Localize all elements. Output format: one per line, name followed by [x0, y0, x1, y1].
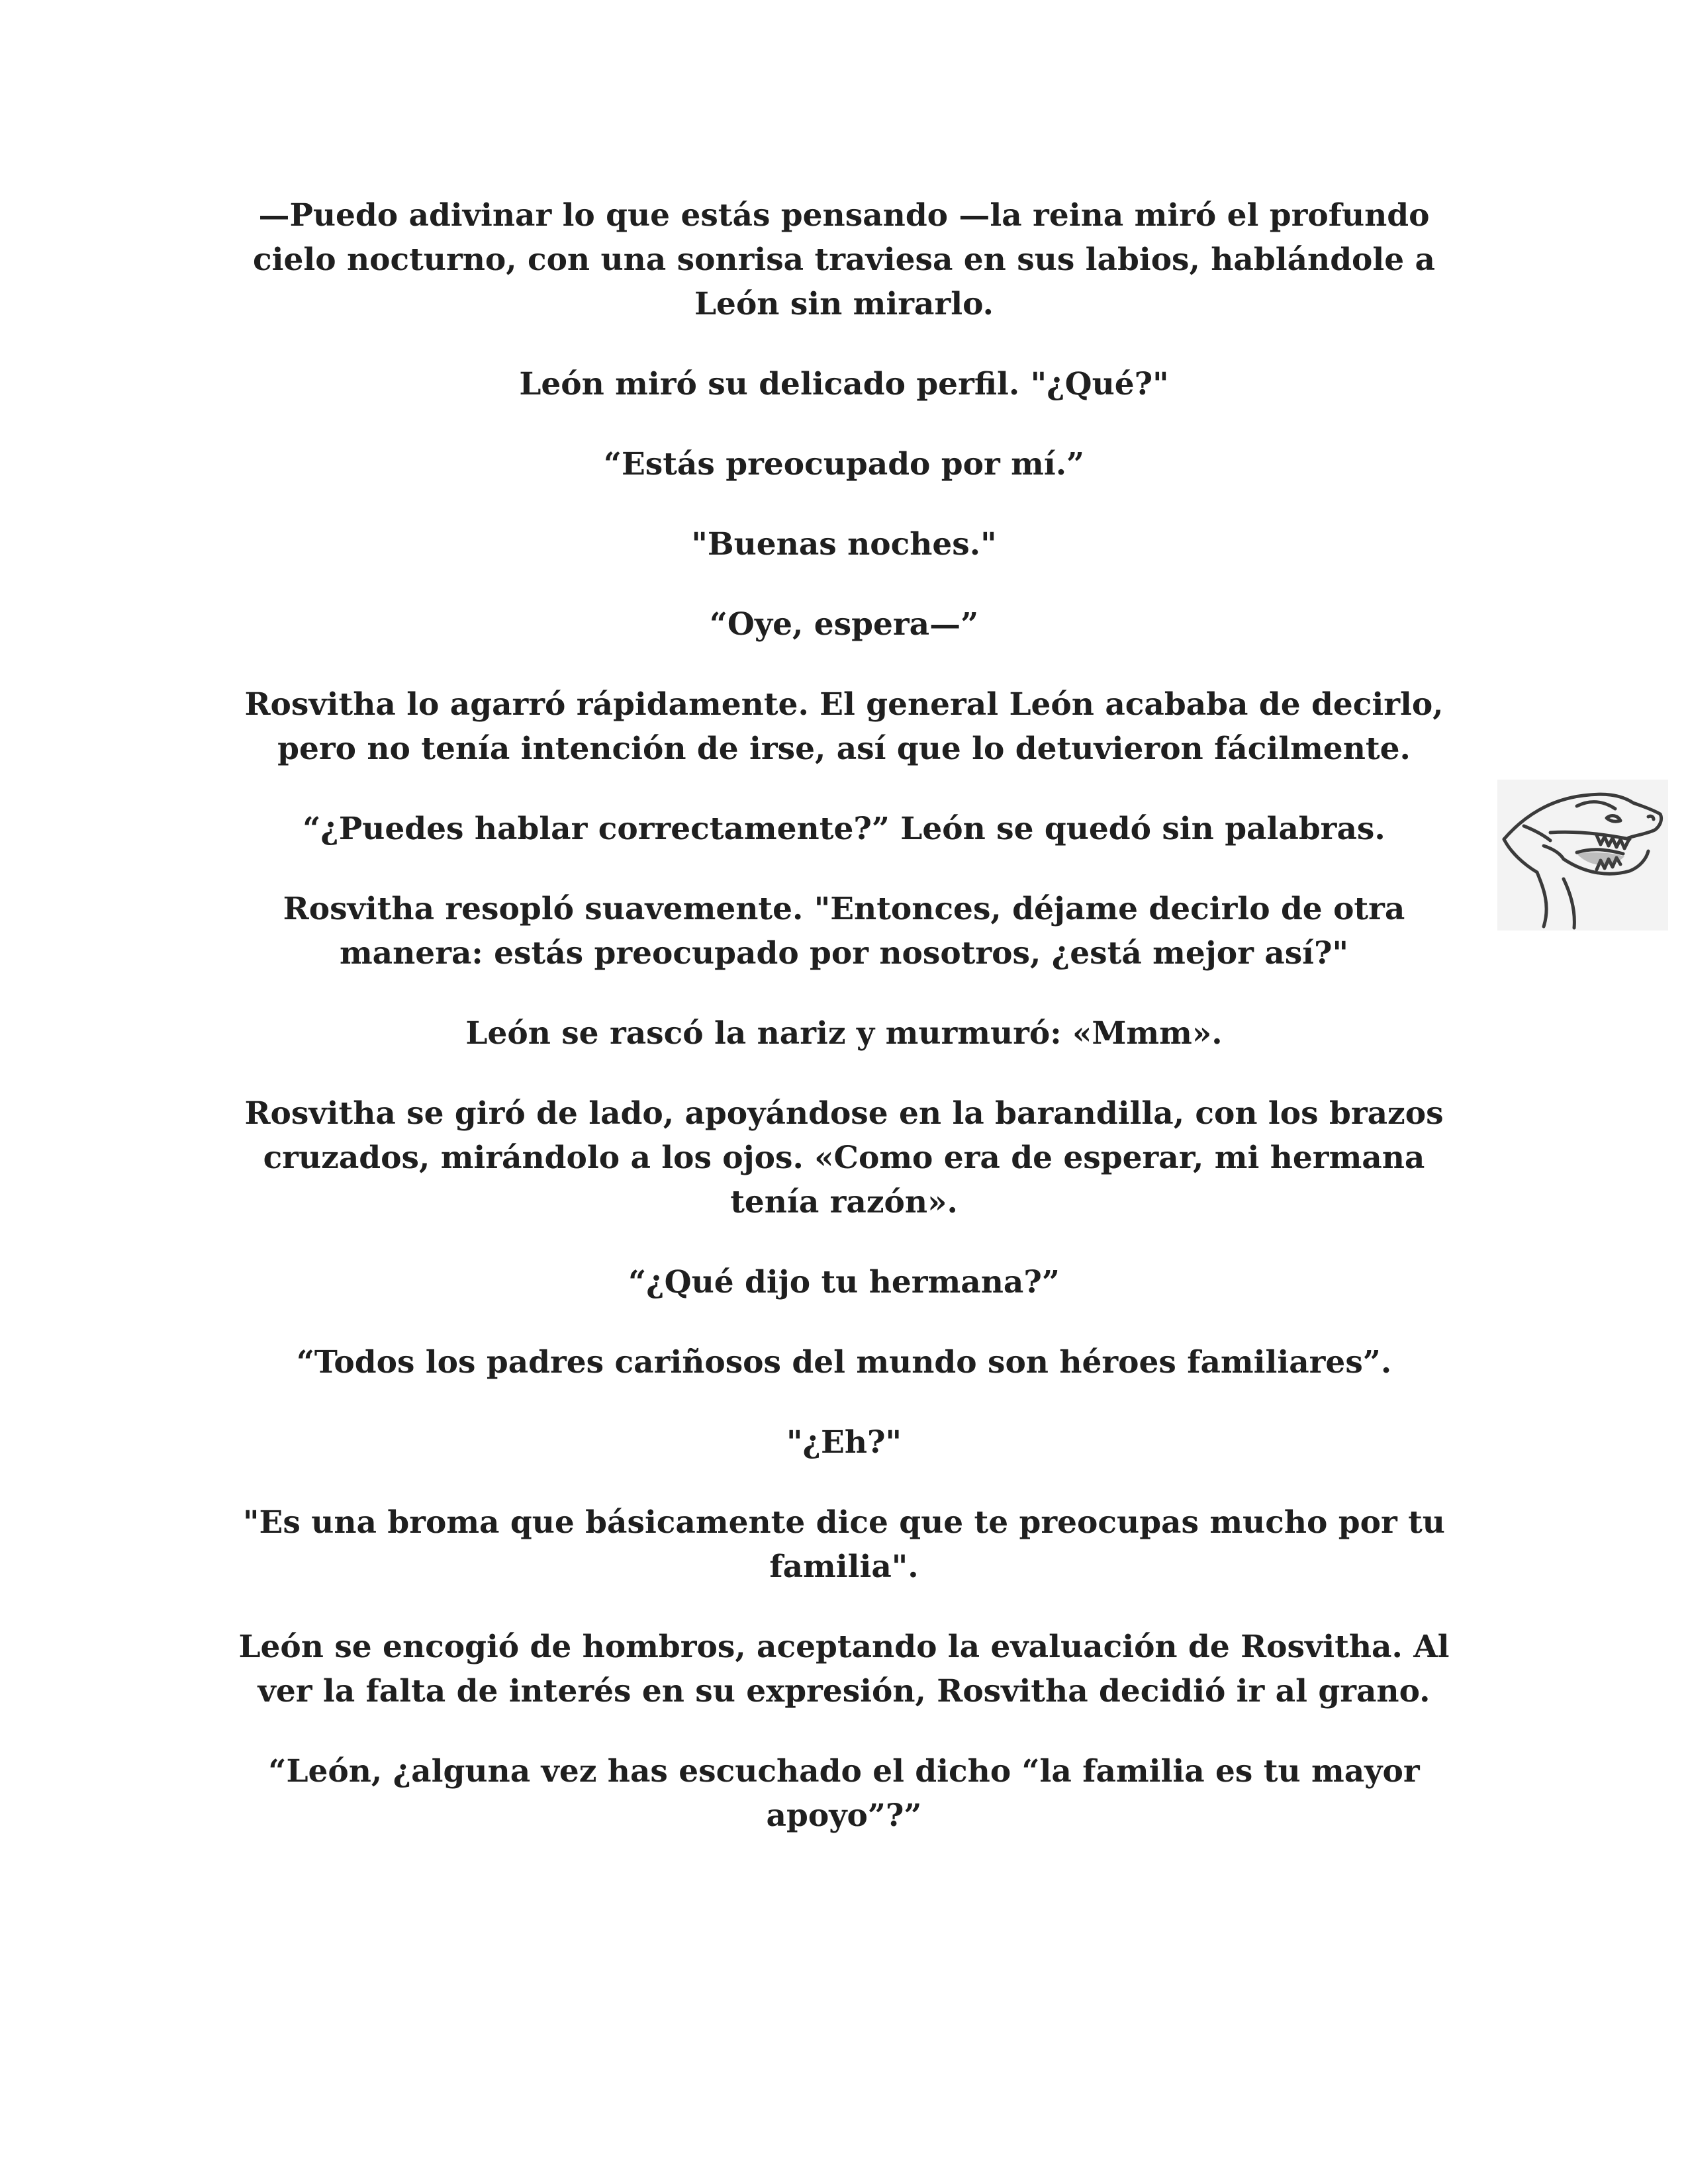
story-text [225, 193, 1463, 1874]
paragraph-7: “¿Puedes hablar correctamente?” León se quedó sin palabras. [303, 811, 1385, 847]
paragraph-15: León se encogió de hombros, aceptando la evaluación de Rosvitha. Al ver la falta de interés en su expresión, Rosvitha decidió ir al grano. [238, 1629, 1450, 1709]
paragraph-5: “Oye, espera—” [709, 606, 979, 643]
dinosaur-head-sketch-icon [1497, 780, 1668, 931]
paragraph-14: "Es una broma que básicamente dice que te preocupas mucho por tu familia". [243, 1504, 1445, 1585]
paragraph-6: Rosvitha lo agarró rápidamente. El general León acababa de decirlo, pero no tenía intención de irse, así que lo detuvieron fácilmente. [244, 686, 1444, 767]
paragraph-4: "Buenas noches." [691, 526, 997, 563]
paragraph-8: Rosvitha resopló suavemente. "Entonces, déjame decirlo de otra manera: estás preocupado por nosotros, ¿está mejor así?" [283, 891, 1405, 972]
paragraph-3: “Estás preocupado por mí.” [603, 446, 1085, 482]
paragraph-9: León se rascó la nariz y murmuró: «Mmm». [465, 1015, 1223, 1052]
paragraph-10: Rosvitha se giró de lado, apoyándose en la barandilla, con los brazos cruzados, mirándolo a los ojos. «Como era de esperar, mi hermana tenía razón». [244, 1095, 1444, 1220]
paragraph-16: “León, ¿alguna vez has escuchado el dicho “la familia es tu mayor apoyo”?” [268, 1753, 1420, 1834]
paragraph-11: “¿Qué dijo tu hermana?” [628, 1264, 1060, 1300]
paragraph-1: —Puedo adivinar lo que estás pensando —la reina miró el profundo cielo nocturno, con una sonrisa traviesa en sus labios, hablándole a León sin mirarlo. [253, 197, 1435, 322]
paragraph-2: León miró su delicado perfil. "¿Qué?" [519, 366, 1169, 402]
paragraph-13: "¿Eh?" [786, 1424, 902, 1461]
paragraph-12: “Todos los padres cariñosos del mundo son héroes familiares”. [296, 1344, 1392, 1381]
